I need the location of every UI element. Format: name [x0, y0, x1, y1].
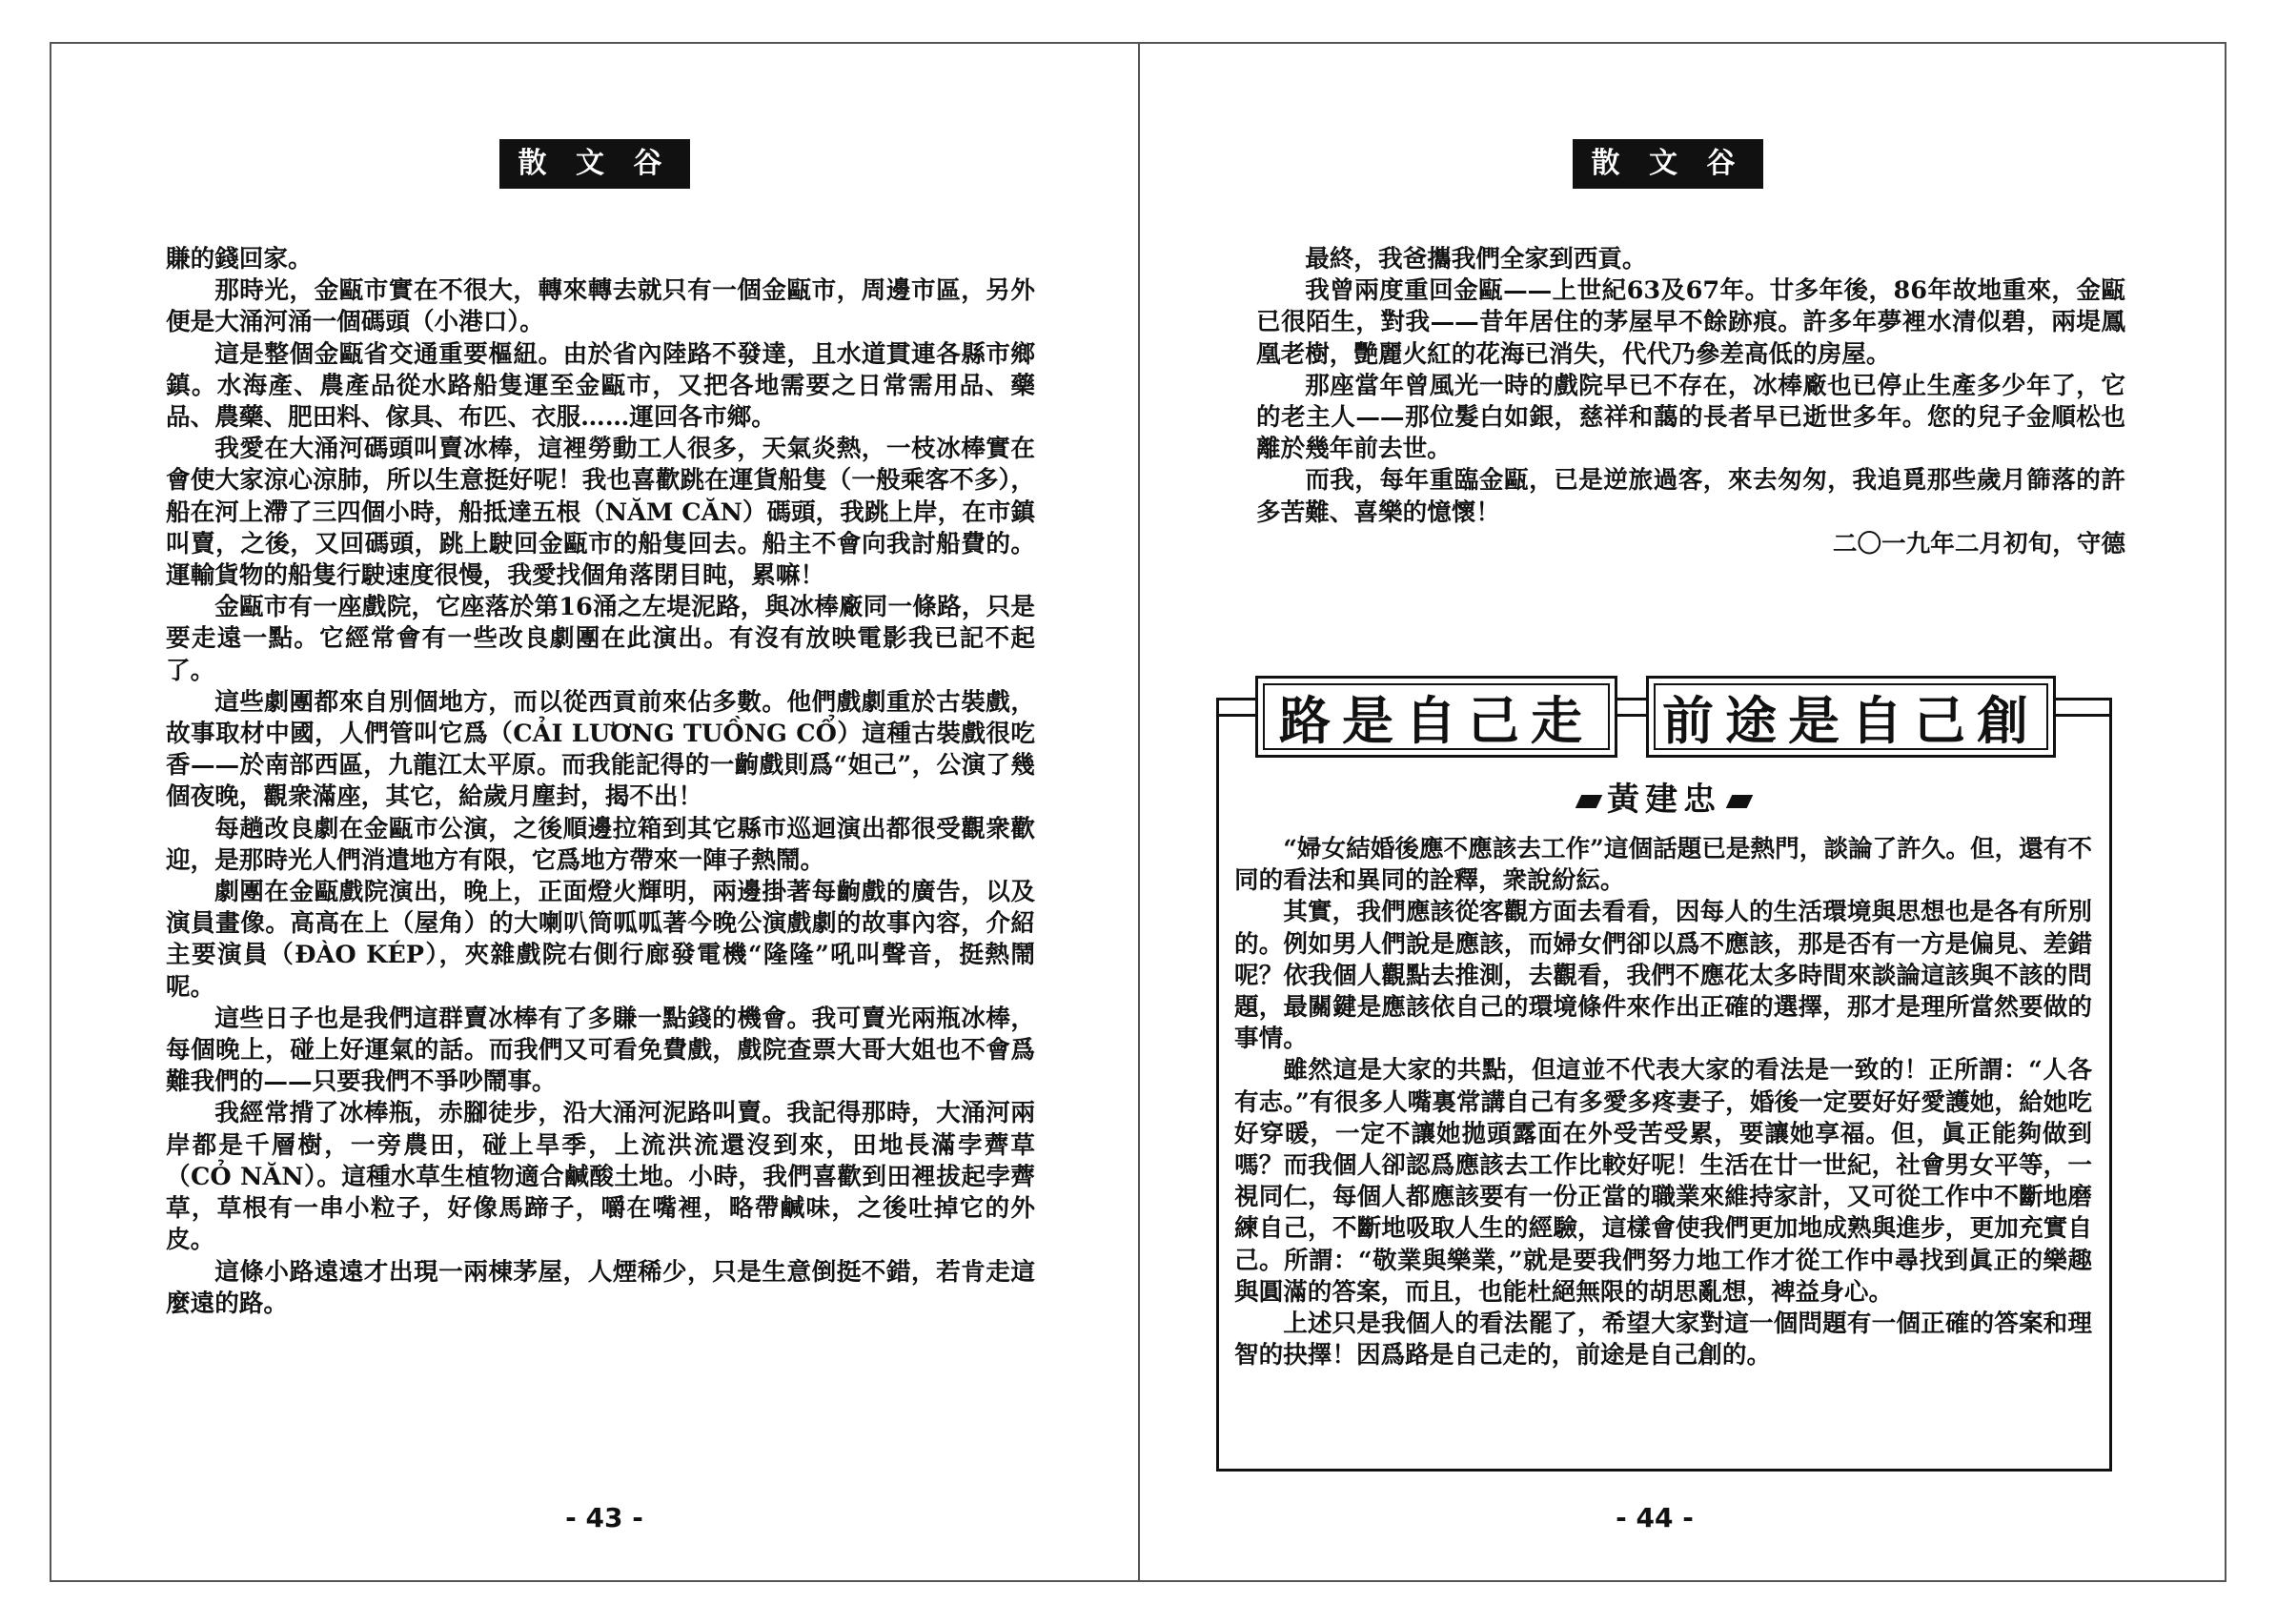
- title-rule: [2056, 714, 2109, 717]
- page-number: - 43 -: [565, 1502, 643, 1533]
- paragraph: 那座當年曾風光一時的戲院早已不存在，冰棒廠也已停止生產多少年了，它的老主人——那位髮白如銀，慈祥和藹的長者早已逝世多年。您的兒子金順松也離於幾年前去世。: [1256, 371, 2125, 464]
- article-box: [1216, 689, 2112, 1472]
- paragraph: 我經常揹了冰棒瓶，赤腳徒步，沿大涌河泥路叫賣。我記得那時，大涌河兩岸都是千層樹，一旁農田，碰上旱季，上流洪流還沒到來，田地長滿孛薺草（CỎ NĂN）。這種水草生植物適合鹹酸土地。小時，我們喜歡到田裡拔起孛薺草，草根有一串小粒子，好像馬蹄子，嚼在嘴裡，略帶鹹味，之後吐掉它的外皮。: [166, 1099, 1035, 1255]
- left-page: [51, 44, 1138, 1580]
- paragraph: 這是整個金甌省交通重要樞紐。由於省內陸路不發達，且水道貫連各縣市鄉鎮。水海產、農產品從水路船隻運至金甌市，又把各地需要之日常需用品、藥品、農藥、肥田料、傢具、布匹、衣服……運回各市鄉。: [166, 339, 1035, 433]
- byline-mark-icon: [1576, 795, 1603, 808]
- article-body: [1234, 834, 2092, 1371]
- right-page: [1140, 44, 2226, 1580]
- paragraph: “婦女結婚後應不應該去工作”這個話題已是熱門，談論了許久。但，還有不同的看法和異同的詮釋，衆說紛紜。: [1234, 835, 2092, 896]
- paragraph: 上述只是我個人的看法罷了，希望大家對這一個問題有一個正確的答案和理智的抉擇！因爲路是自己走的，前途是自己創的。: [1234, 1309, 2092, 1370]
- article-title-left-text: 路是自己走: [1279, 689, 1594, 751]
- paragraph: 我愛在大涌河碼頭叫賣冰棒，這裡勞動工人很多，天氣炎熱，一枝冰棒實在會使大家涼心涼肺，所以生意挺好呢！我也喜歡跳在運貨船隻（一般乘客不多），船在河上滯了三四個小時，船抵達五根（NĂM CĂN）碼頭，我跳上岸，在市鎮叫賣，之後，又回碼頭，跳上駛回金甌市的船隻回去。船主不會向我討船費的。運輸貨物的船隻行駛速度很慢，我愛找個角落閉目盹，累嘛！: [166, 435, 1035, 591]
- paragraph: 雖然這是大家的共點，但這並不代表大家的看法是一致的！正所謂：“人各有志。”有很多人嘴裏常講自己有多愛多疼妻子，婚後一定要好好愛護她，給她吃好穿暖，一定不讓她拋頭露面在外受苦受累，要讓她享福。但，眞正能夠做到嗎？而我個人卻認爲應該去工作比較好呢！生活在廿一世紀，社會男女平等，一視同仁，每個人都應該要有一份正當的職業來維持家計，又可從工作中不斷地磨練自己，不斷地吸取人生的經驗，這樣會使我們更加地成熟與進步，更加充實自己。所謂：“敬業與樂業，”就是要我們努力地工作才從工作中尋找到眞正的樂趣與圓滿的答案，而且，也能杜絕無限的胡思亂想，裨益身心。: [1234, 1056, 2092, 1307]
- article-author: 黃建忠: [1607, 781, 1721, 819]
- article-byline: [1219, 773, 2109, 820]
- article-title-right: [1646, 676, 2056, 758]
- paragraph: 金甌市有一座戲院，它座落於第16涌之左堤泥路，與冰棒廠同一條路，只是要走遠一點。它經常會有一些改良劇團在此演出。有沒有放映電影我已記不起了。: [166, 593, 1035, 685]
- section-header: 散 文 谷: [1573, 139, 1763, 189]
- paragraph: 其實，我們應該從客觀方面去看看，因每人的生活環境與思想也是各有所別的。例如男人們說是應該，而婦女們卻以爲不應該，那是否有一方是偏見、差錯呢？依我個人觀點去推測，去觀看，我們不應花太多時間來談論這該與不該的問題，最關鍵是應該依自己的環境條件來作出正確的選擇，那才是理所當然要做的事情。: [1234, 898, 2092, 1054]
- section-header: 散 文 谷: [499, 139, 690, 189]
- title-rule: [1219, 714, 1255, 717]
- left-body-text: [166, 244, 1035, 1320]
- right-body-text: [1256, 244, 2125, 560]
- paragraph: 這些日子也是我們這群賣冰棒有了多賺一點錢的機會。我可賣光兩瓶冰棒，每個晚上，碰上好運氣的話。而我們又可看免費戲，戲院查票大哥大姐也不會爲難我們的——只要我們不爭吵鬧事。: [166, 1004, 1035, 1097]
- paragraph: 我曾兩度重回金甌——上世紀63及67年。廿多年後，86年故地重來，金甌已很陌生，對我——昔年居住的茅屋早不餘跡痕。許多年夢裡水清似碧，兩堤鳳凰老樹，艷麗火紅的花海已消失，代代乃參差高低的房屋。: [1256, 276, 2125, 369]
- paragraph: 劇團在金甌戲院演出，晚上，正面燈火輝明，兩邊掛著每齣戲的廣告，以及演員畫像。高高在上（屋角）的大喇叭筒呱呱著今晚公演戲劇的故事內容，介紹主要演員（ĐÀO KÉP），夾雜戲院右側行廊發電機“隆隆”吼叫聲音，挺熱鬧呢。: [166, 878, 1035, 1002]
- title-rule: [1617, 714, 1646, 717]
- paragraph: 最終，我爸攜我們全家到西貢。: [1305, 245, 1647, 274]
- byline-mark-icon: [1726, 795, 1754, 808]
- paragraph: 賺的錢回家。: [166, 245, 313, 274]
- paragraph: 這條小路遠遠才出現一兩棟茅屋，人煙稀少，只是生意倒挺不錯，若肯走這麼遠的路。: [166, 1257, 1035, 1318]
- page-number: - 44 -: [1616, 1502, 1694, 1533]
- paragraph: 而我，每年重臨金甌，已是逆旅過客，來去匆匆，我追覓那些歲月篩落的許多苦難、喜樂的憶懷！: [1256, 466, 2125, 527]
- paragraph: 那時光，金甌市實在不很大，轉來轉去就只有一個金甌市，周邊市區，另外便是大涌河涌一個碼頭（小港口）。: [166, 276, 1035, 337]
- signature: 二〇一九年二月初旬，守德: [1832, 529, 2125, 558]
- paragraph: 每趟改良劇在金甌市公演，之後順邊拉箱到其它縣市巡迴演出都很受觀衆歡迎，是那時光人們消遣地方有限，它爲地方帶來一陣子熱鬧。: [166, 814, 1035, 875]
- article-title-left: [1255, 676, 1617, 758]
- book-spread: [50, 42, 2226, 1582]
- paragraph: 這些劇團都來自別個地方，而以從西貢前來佔多數。他們戲劇重於古裝戲，故事取材中國，人們管叫它爲（CẢI LƯƠNG TUỒNG CỔ）這種古裝戲很吃香——於南部西區，九龍江太平原。而我能記得的一齣戲則爲“妲己”，公演了幾個夜晚，觀衆滿座，其它，給歲月塵封，揭不出！: [166, 687, 1035, 812]
- article-title-right-text: 前途是自己創: [1662, 689, 2040, 751]
